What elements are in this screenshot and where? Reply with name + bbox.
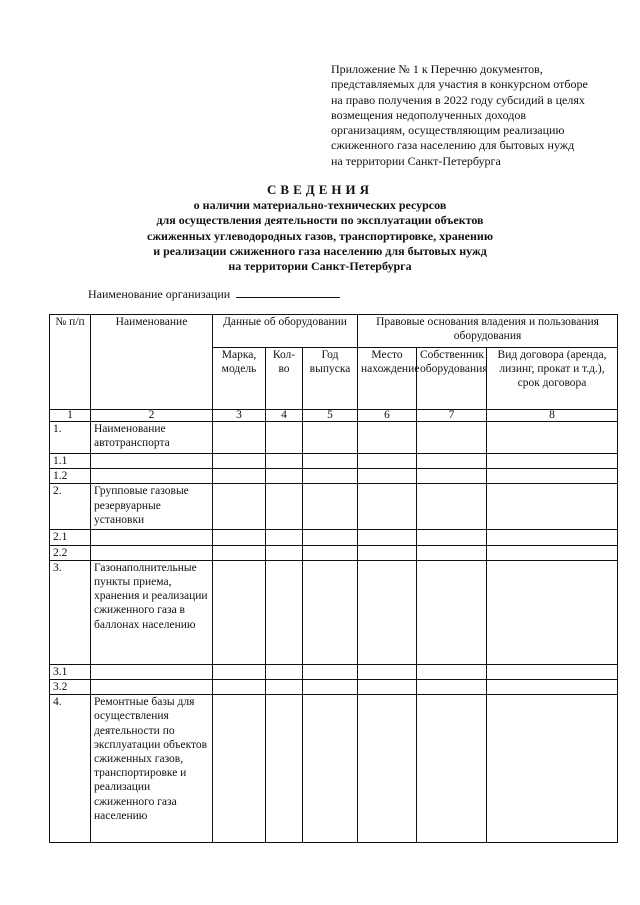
row-name: Ремонтные базы для осуществления деятельности по эксплуатации объектов сжиженных газов, транспортировке и реализации сжиженного газа населению [91,695,213,843]
subtitle-line: на территории Санкт-Петербурга [228,259,412,274]
cell-location [358,530,417,545]
header-brand: Марка, модель [213,348,266,410]
header-year: Год выпуска [303,348,358,410]
row-name [91,545,213,560]
cell-contract [487,469,618,484]
cell-ownership [417,680,487,695]
header-equipment-group: Данные об оборудовании [213,315,358,348]
header-ownership: Собственник оборудования [417,348,487,410]
row-number: 2.2 [50,545,91,560]
cell-contract [487,484,618,530]
table-row [50,454,618,469]
column-number: 2 [91,410,213,422]
cell-qty [266,422,303,454]
cell-ownership [417,422,487,454]
cell-year [303,545,358,560]
row-name: Газонаполнительные пункты приема, хранения и реализации сжиженного газа в баллонах населению [91,560,213,664]
header-name: Наименование [91,315,213,410]
cell-qty [266,530,303,545]
cell-contract [487,545,618,560]
row-number: 1.1 [50,454,91,469]
cell-contract [487,560,618,664]
cell-year [303,695,358,843]
cell-year [303,530,358,545]
cell-brand [213,545,266,560]
cell-location [358,680,417,695]
cell-contract [487,664,618,679]
resources-table [49,314,618,843]
header-legal-group: Правовые основания владения и пользования оборудования [358,315,618,348]
cell-year [303,560,358,664]
cell-brand [213,664,266,679]
appendix-line: сжиженного газа населению для бытовых нужд [331,138,575,153]
cell-location [358,484,417,530]
row-number: 2. [50,484,91,530]
appendix-line: представляемых для участия в конкурсном отборе [331,77,588,92]
subtitle-line: о наличии материально-технических ресурсов [193,198,447,212]
cell-ownership [417,560,487,664]
cell-contract [487,695,618,843]
document-title: СВЕДЕНИЯ [267,182,373,197]
cell-qty [266,454,303,469]
cell-qty [266,695,303,843]
row-number: 1.2 [50,469,91,484]
row-name [91,469,213,484]
table-row [50,530,618,545]
table-row [50,695,618,843]
cell-contract [487,530,618,545]
cell-ownership [417,695,487,843]
cell-contract [487,454,618,469]
column-number: 1 [50,410,91,422]
subtitle-line: для осуществления деятельности по эксплуатации объектов [156,213,484,228]
table-row [50,469,618,484]
table-row [50,422,618,454]
cell-location [358,454,417,469]
header-contract: Вид договора (аренда, лизинг, прокат и т.д.), срок договора [487,348,618,410]
cell-brand [213,454,266,469]
appendix-line: на территории Санкт-Петербурга [331,153,501,168]
cell-brand [213,680,266,695]
cell-brand [213,560,266,664]
cell-qty [266,680,303,695]
cell-brand [213,695,266,843]
table-row [50,680,618,695]
subtitle-line: сжиженных углеводородных газов, транспортировке, хранению [147,228,493,243]
column-number: 6 [358,410,417,422]
cell-location [358,695,417,843]
organization-blank-line [236,286,340,298]
row-number: 3. [50,560,91,664]
cell-ownership [417,469,487,484]
cell-location [358,664,417,679]
cell-qty [266,484,303,530]
appendix-line: на право получения в 2022 году субсидий в целях [331,92,585,107]
appendix-line: организациям, осуществляющим реализацию [331,123,565,138]
column-number: 5 [303,410,358,422]
cell-brand [213,484,266,530]
cell-brand [213,530,266,545]
row-number: 3.1 [50,664,91,679]
cell-year [303,422,358,454]
cell-location [358,469,417,484]
appendix-line: Приложение № 1 к Перечню документов, [331,62,543,76]
cell-qty [266,664,303,679]
cell-location [358,560,417,664]
cell-qty [266,469,303,484]
table-row [50,664,618,679]
appendix-line: возмещения недополученных доходов [331,107,526,122]
table-row [50,484,618,530]
row-name [91,664,213,679]
cell-year [303,484,358,530]
row-name: Наименование автотранспорта [91,422,213,454]
column-number-row [50,410,618,422]
row-number: 3.2 [50,680,91,695]
table-row [50,545,618,560]
cell-qty [266,545,303,560]
cell-year [303,469,358,484]
row-number: 1. [50,422,91,454]
cell-year [303,680,358,695]
cell-location [358,422,417,454]
header-qty: Кол-во [266,348,303,410]
header-num: № п/п [50,315,91,410]
cell-contract [487,422,618,454]
table-row [50,560,618,664]
cell-ownership [417,530,487,545]
subtitle-line: и реализации сжиженного газа населению для бытовых нужд [153,243,487,258]
cell-brand [213,422,266,454]
organization-field [88,286,340,302]
column-number: 4 [266,410,303,422]
cell-year [303,664,358,679]
appendix-note [331,62,631,169]
organization-label: Наименование организации [88,287,231,301]
row-number: 2.1 [50,530,91,545]
header-location: Место нахождение [358,348,417,410]
cell-ownership [417,545,487,560]
document-subtitle [0,198,640,274]
column-number: 3 [213,410,266,422]
cell-qty [266,560,303,664]
column-number: 7 [417,410,487,422]
cell-brand [213,469,266,484]
row-number: 4. [50,695,91,843]
row-name [91,680,213,695]
cell-contract [487,680,618,695]
cell-ownership [417,664,487,679]
row-name [91,454,213,469]
cell-year [303,454,358,469]
row-name [91,530,213,545]
column-number: 8 [487,410,618,422]
row-name: Групповые газовые резервуарные установки [91,484,213,530]
cell-ownership [417,454,487,469]
cell-location [358,545,417,560]
cell-ownership [417,484,487,530]
